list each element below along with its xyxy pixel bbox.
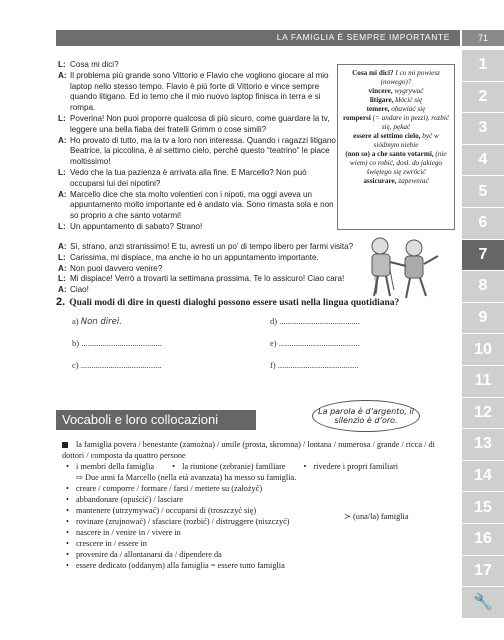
- chapter-tab-6[interactable]: 6: [462, 208, 504, 239]
- glossary-entry: Cosa mi dici? I co mi powiesz (nowego)?: [352, 69, 440, 86]
- vocab-row: • i membri della famiglia • la riunione (zebranie) familiare • rivedere i propri familiari: [62, 461, 457, 472]
- dialogue-upper: [58, 60, 338, 233]
- vocab-item: • abbandonare (opuścić) / lasciare: [62, 494, 457, 505]
- glossary-entry: temere, obawiać się: [366, 105, 426, 113]
- dialogue-line: [58, 222, 338, 233]
- chapter-title: LA FAMIGLIA È SEMPRE IMPORTANTE: [276, 32, 450, 42]
- vocab-list: [62, 439, 457, 571]
- glossary-entry: litigare, kłócić się: [369, 96, 423, 104]
- line-text: Vedo che la tua pazienza è arrivata alla fine. E Marcello? Non può occuparsi lui dei nipotini?: [70, 167, 307, 188]
- glossary-entry: assicurare, zapewniać: [363, 177, 429, 185]
- exercise-number: 2.: [56, 296, 66, 308]
- proverb-bubble: La parola è d’argento, il silenzio è d’oro.: [312, 400, 420, 432]
- vocab-section-header: [56, 410, 256, 430]
- answer-e[interactable]: e) ......................................: [270, 338, 360, 348]
- dialogue-line: [58, 60, 338, 71]
- chapter-tab-1[interactable]: 1: [462, 50, 504, 81]
- speaker: L:: [58, 274, 66, 284]
- dialogue-line: [58, 71, 338, 114]
- chapter-tab-13[interactable]: 13: [462, 429, 504, 460]
- glossary-entry: rompersi (= andare in pezzi), rozbić się, pękać: [343, 114, 450, 131]
- glossary-box: [337, 64, 455, 230]
- vocab-item: • essere dedicato (oddanym) alla famiglia = essere tutto famiglia: [62, 560, 457, 571]
- vocab-example: ⇨ Due anni fa Marcello (nella età avanzata) ha messo su famiglia.: [76, 473, 297, 482]
- dialogue-line: [58, 168, 338, 190]
- glossary-entry: (non so) a che santo votarmi, (nie wiem) co robić, dosł. do jakiego świętego się zwrócić: [345, 150, 447, 176]
- speaker: A:: [58, 242, 67, 251]
- exercise-question: Quali modi di dire in questi dialoghi possono essere usati nella lingua quotidiana?: [69, 298, 400, 308]
- chapter-tab-3[interactable]: 3: [462, 113, 504, 144]
- speaker: L:: [58, 60, 66, 69]
- speaker: L:: [58, 221, 66, 231]
- exercise-2-title: [56, 296, 399, 308]
- line-text: Ho provato di tutto, ma la tv a loro non interessa. Quando i ragazzi litigano Beatrice, la piccolina, è al settimo cielo, perché questo “teatrino” le piace moltissimo!: [70, 135, 336, 167]
- chapter-tabs: [462, 50, 504, 619]
- children-fighting-illustration: [350, 232, 446, 304]
- dialogue-line: [58, 114, 338, 136]
- header-band: [56, 30, 460, 46]
- answer-d[interactable]: d) ......................................: [270, 316, 360, 326]
- chapter-tab-11[interactable]: 11: [462, 366, 504, 397]
- vocab-item: • nascere in / venire in / vivere in: [62, 527, 457, 538]
- vocab-item: • crescere in / essere in: [62, 538, 457, 549]
- line-text: Poverina! Non puoi proporre qualcosa di più sicuro, come guardare la tv, leggere una bella fiaba dei fratelli Grimm o cose simili?: [70, 113, 330, 134]
- wrench-icon[interactable]: 🔧: [462, 587, 504, 618]
- line-text: Marcello dice che sta molto volentieri con i nipoti, ma oggi aveva un appuntamento molto importante ed è andato via. Sono rimasta sola e non so proprio a che santo votarmi!: [70, 189, 334, 221]
- chapter-tab-17[interactable]: 17: [462, 556, 504, 587]
- vocab-item: • mantenere (utrzymywać) / occuparsi di (troszczyć się): [62, 505, 457, 516]
- chapter-tab-10[interactable]: 10: [462, 334, 504, 365]
- chapter-tab-4[interactable]: 4: [462, 145, 504, 176]
- speaker: L:: [58, 167, 66, 177]
- vocab-section-title: Vocaboli e loro collocazioni: [62, 412, 219, 427]
- dialogue-line: [58, 190, 338, 222]
- speaker: L:: [58, 113, 66, 123]
- chapter-tab-16[interactable]: 16: [462, 524, 504, 555]
- speaker: L:: [58, 252, 66, 262]
- line-text: Non puoi davvero venire?: [70, 263, 163, 273]
- chapter-tab-15[interactable]: 15: [462, 492, 504, 523]
- vocab-item: • provenire da / allontanarsi da / dipendere da: [62, 549, 457, 560]
- line-text: Un appuntamento di sabato? Strano!: [70, 221, 203, 231]
- answer-a[interactable]: a) Non direi.: [72, 316, 122, 327]
- chapter-tab-7[interactable]: 7: [462, 240, 504, 271]
- chapter-tab-14[interactable]: 14: [462, 461, 504, 492]
- line-text: Mi dispiace! Verrò a trovarti la settimana prossima. Te lo assicuro! Ciao cara!: [70, 274, 345, 284]
- vocab-intro: la famiglia povera / benestante (zamożna) / umile (prosta, skromna) / lontana / numerosa / grande / ricca / di dottori / composta da quattro persone: [62, 440, 435, 460]
- chapter-tab-8[interactable]: 8: [462, 271, 504, 302]
- brace-label: ≻ (una/la) famiglia: [344, 512, 409, 521]
- speaker: A:: [58, 189, 67, 199]
- chapter-tab-2[interactable]: 2: [462, 82, 504, 113]
- vocab-items: [62, 483, 457, 571]
- dialogue-line: [58, 136, 338, 168]
- page-number: 71: [462, 30, 504, 46]
- answer-c[interactable]: c) ......................................: [72, 360, 162, 370]
- brace-icon: ≻: [344, 512, 354, 521]
- glossary-entry: vincere, wygrywać: [368, 87, 424, 95]
- line-text: Ciao!: [70, 285, 89, 295]
- vocab-item: • rovinare (zrujnować) / sfasciare (rozbić) / distruggere (niszczyć): [62, 516, 457, 527]
- line-text: Sì, strano, anzi stranissimo! E tu, avresti un po’ di tempo libero per farmi visita?: [70, 242, 354, 251]
- vocab-item: • creare / comporre / formare / farsi / mettere su (założyć): [62, 483, 457, 494]
- speaker: A:: [58, 263, 67, 273]
- chapter-tab-9[interactable]: 9: [462, 303, 504, 334]
- chapter-tab-5[interactable]: 5: [462, 176, 504, 207]
- speaker: A:: [58, 285, 67, 295]
- line-text: Cosa mi dici?: [70, 60, 119, 69]
- line-text: Il problema più grande sono Vittorio e Flavio che vogliono giocare al mio laptop nello stesso tempo. Flavio è più forte di Vittorio e vince sempre quando litigano. Ed io temo che il mio nuovo laptop finisca in terra e si rompa.: [70, 70, 329, 113]
- answer-f[interactable]: f) ......................................: [270, 360, 359, 370]
- square-bullet-icon: [62, 442, 68, 448]
- speaker: A:: [58, 70, 67, 80]
- speaker: A:: [58, 135, 67, 145]
- glossary-entry: essere al settimo cielo, być w siódmym niebie: [353, 132, 439, 149]
- chapter-tab-12[interactable]: 12: [462, 398, 504, 429]
- line-text: Carissima, mi dispiace, ma anche io ho un appuntamento importante.: [70, 252, 319, 262]
- arrow-icon: ⇨: [76, 473, 86, 482]
- answer-b[interactable]: b) ......................................: [72, 338, 162, 348]
